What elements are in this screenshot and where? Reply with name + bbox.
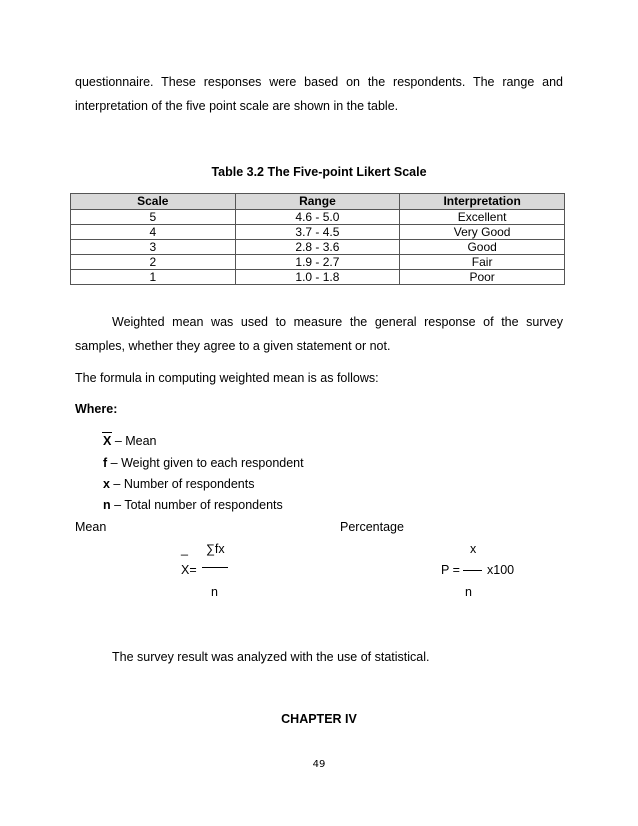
cell-interpretation: Good <box>400 240 565 255</box>
pct-formula-denominator: n <box>465 585 472 599</box>
cell-interpretation: Very Good <box>400 225 565 240</box>
mean-symbol-bar <box>102 432 112 433</box>
likert-scale-table <box>70 193 565 285</box>
weighted-line-2: samples, whether they agree to a given statement or not. <box>75 339 391 353</box>
cell-range: 3.7 - 4.5 <box>235 225 400 240</box>
chapter-heading: CHAPTER IV <box>281 712 357 726</box>
cell-range: 4.6 - 5.0 <box>235 210 400 225</box>
definition-total <box>103 497 283 513</box>
conclusion-text: The survey result was analyzed with the use of statistical. <box>112 650 430 664</box>
mean-label: Mean <box>75 520 107 534</box>
header-range: Range <box>235 194 400 210</box>
definition-respondents <box>103 476 254 492</box>
header-scale: Scale <box>71 194 236 210</box>
table-header-row <box>71 194 565 210</box>
table-caption: Table 3.2 The Five-point Likert Scale <box>211 165 427 179</box>
page-number: 49 <box>312 759 326 770</box>
table-row <box>71 270 565 285</box>
definition-symbol: n <box>103 498 111 512</box>
cell-scale: 3 <box>71 240 236 255</box>
weighted-line-1: Weighted mean was used to measure the general response of the survey <box>112 315 563 329</box>
definition-symbol: x <box>103 477 110 491</box>
pct-formula-numerator: x <box>470 542 477 556</box>
definition-text: – Weight given to each respondent <box>107 456 304 470</box>
mean-formula-denominator: n <box>211 585 218 599</box>
cell-interpretation: Fair <box>400 255 565 270</box>
where-label: Where: <box>75 402 118 416</box>
table-row <box>71 255 565 270</box>
table-row <box>71 240 565 255</box>
cell-range: 1.9 - 2.7 <box>235 255 400 270</box>
cell-interpretation: Excellent <box>400 210 565 225</box>
cell-scale: 1 <box>71 270 236 285</box>
intro-line-1: questionnaire. These responses were based on the respondents. The range and <box>75 75 563 89</box>
cell-scale: 2 <box>71 255 236 270</box>
definition-weight <box>103 455 304 471</box>
mean-formula-lhs: X= <box>181 563 197 577</box>
header-interpretation: Interpretation <box>400 194 565 210</box>
definition-symbol: f <box>103 456 108 470</box>
cell-interpretation: Poor <box>400 270 565 285</box>
pct-formula-lhs: P = <box>441 563 460 577</box>
mean-formula-bar: _ <box>181 542 188 556</box>
percentage-label: Percentage <box>340 520 404 534</box>
cell-range: 2.8 - 3.6 <box>235 240 400 255</box>
mean-formula-numerator: ∑fx <box>206 542 225 556</box>
mean-fraction-line <box>202 567 228 568</box>
definition-mean <box>103 433 157 449</box>
cell-range: 1.0 - 1.8 <box>235 270 400 285</box>
definition-text: – Number of respondents <box>109 477 255 491</box>
pct-fraction-line <box>463 570 482 571</box>
definition-text: – Mean <box>111 434 157 448</box>
pct-formula-multiplier: x100 <box>487 563 515 577</box>
table-row <box>71 225 565 240</box>
cell-scale: 5 <box>71 210 236 225</box>
definition-symbol: X <box>103 434 112 448</box>
cell-scale: 4 <box>71 225 236 240</box>
intro-line-2: interpretation of the five point scale are shown in the table. <box>75 99 399 113</box>
table-row <box>71 210 565 225</box>
definition-text: – Total number of respondents <box>110 498 283 512</box>
formula-intro: The formula in computing weighted mean is as follows: <box>75 371 379 385</box>
